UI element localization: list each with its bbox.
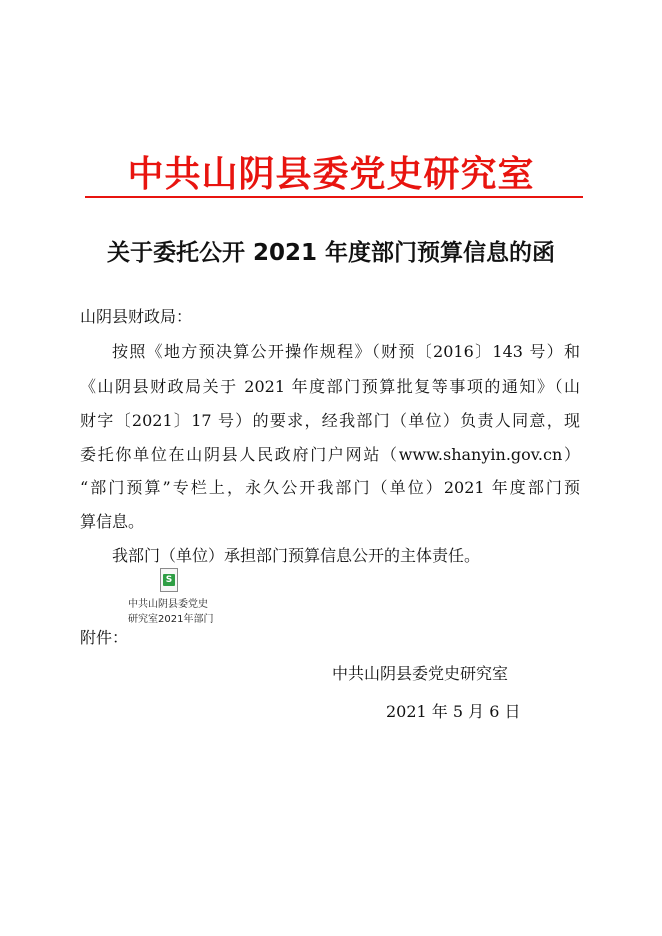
issuing-org-header: 中共山阴县委党史研究室: [127, 154, 535, 195]
paragraph-1-line: 《山阴县财政局关于 2021 年度部门预算批复等事项的通知》（山: [80, 377, 580, 396]
attachment-label: 附件：: [80, 628, 129, 647]
document-title: 关于委托公开 2021 年度部门预算信息的函: [106, 240, 556, 266]
red-divider-line: [85, 196, 583, 198]
signature-date: 2021 年 5 月 6 日: [386, 702, 521, 721]
paragraph-1-line: 委托你单位在山阴县人民政府门户网站（www.shanyin.gov.cn）: [80, 445, 580, 464]
attachment-name-line[interactable]: 研究室2021年部门: [128, 614, 214, 625]
spreadsheet-file-icon[interactable]: S: [160, 568, 178, 592]
paragraph-2: 我部门（单位）承担部门预算信息公开的主体责任。: [112, 546, 481, 565]
paragraph-1-line: 财字〔2021〕17 号）的要求，经我部门（单位）负责人同意，现: [80, 411, 580, 430]
signature-org: 中共山阴县委党史研究室: [332, 664, 509, 683]
paragraph-1-line: “部门预算”专栏上，永久公开我部门（单位）2021 年度部门预: [80, 478, 580, 497]
attachment-name-line[interactable]: 中共山阴县委党史: [128, 599, 208, 610]
paragraph-1-line: 按照《地方预决算公开操作规程》（财预〔2016〕143 号）和: [112, 342, 580, 361]
paragraph-1-line: 算信息。: [80, 512, 145, 531]
salutation: 山阴县财政局：: [80, 307, 193, 326]
attachment-file[interactable]: [128, 568, 224, 626]
